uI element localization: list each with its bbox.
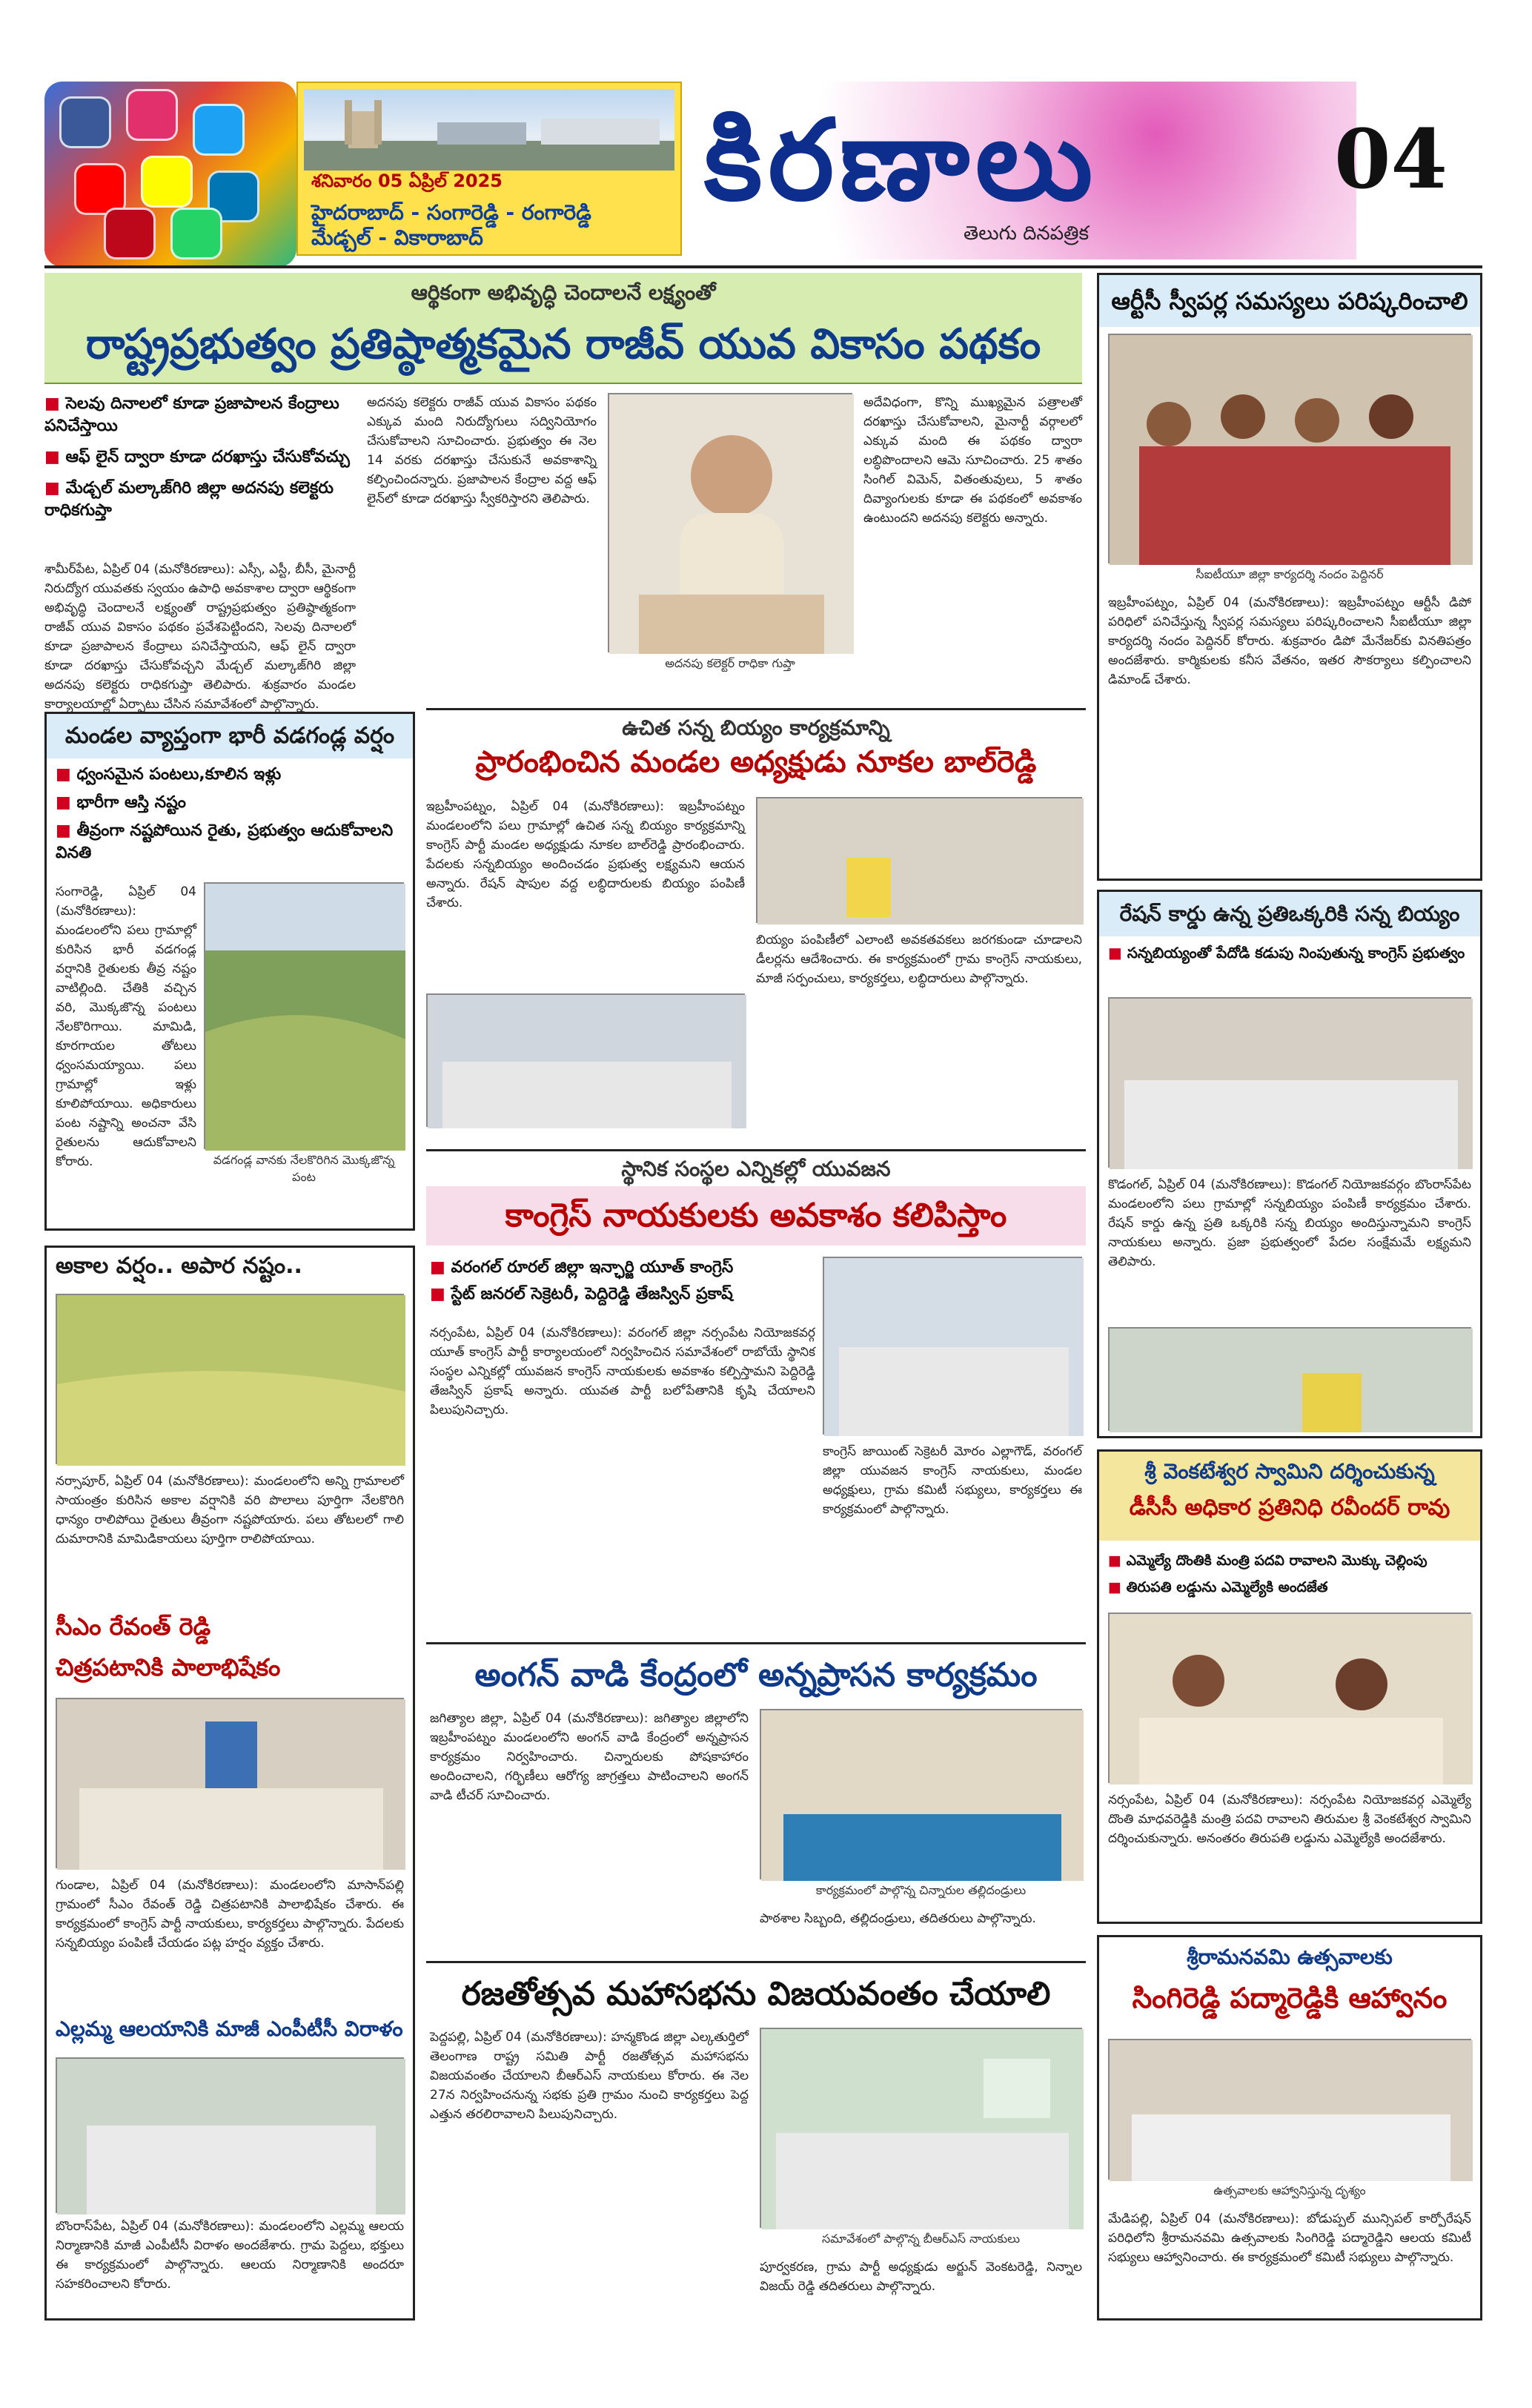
divider bbox=[426, 1149, 1086, 1151]
page-number: 04 bbox=[1334, 111, 1448, 207]
newspaper-subtitle: తెలుగు దినపత్రిక bbox=[964, 222, 1090, 245]
lead-bullet: ■ మేడ్చల్ మల్కాజ్‌గిరి జిల్లా అదనపు కలెక్టరు రాధికగుప్తా bbox=[44, 477, 356, 522]
lead-bullet: ■ సెలవు దినాలలో కూడా ప్రజాపాలన కేంద్రాలు పనిచేస్తాయి bbox=[44, 393, 356, 437]
youth-body-right: కాంగ్రెస్ జాయింట్ సెక్రెటరీ మోరం ఎల్లాగౌడ్, వరంగల్ జిల్లా యువజన కాంగ్రెస్ నాయకులు, మండల అధ్యక్షులు, గ్రామ కమిటీ సభ్యులు, కార్యకర్తలు ఈ కార్యక్రమంలో పాల్గొన్నారు. bbox=[823, 1444, 1082, 1517]
silver-tail: పూర్వకరణ, గ్రామ పార్టీ అధ్యక్షుడు అర్జున్ వెంకటరెడ్డి, నిన్నాల విజయ్ రెడ్డి తదితరులు పాల్గొన్నారు. bbox=[760, 2260, 1082, 2294]
rice-body-left: ఇబ్రహీంపట్నం, ఏప్రిల్ 04 (మనోకిరణాలు): ఇబ్రహీంపట్నం మండలంలోని పలు గ్రామాల్లో ఉచిత సన్న బియ్యం కార్యక్రమాన్ని కాంగ్రెస్ పార్టీ మండల అధ్యక్షుడు నూకల బాల్‌రెడ్డి ప్రారంభించారు. పేదలకు సన్నబియ్యం అందించడం ప్రభుత్వ లక్ష్యమని ఆయన అన్నారు. రేషన్ షాపుల వద్ద లబ్ధిదారులకు బియ్యం పంపిణీ చేశారు. bbox=[426, 799, 745, 910]
silver-photo-caption: సమావేశంలో పాల్గొన్న బీఆర్ఎస్ నాయకులు bbox=[821, 2232, 1021, 2246]
edition-cities bbox=[304, 200, 674, 252]
youth-photo bbox=[823, 1257, 1082, 1435]
yellamma-body: బొంరాస్‌పేట, ఏప్రిల్ 04 (మనోకిరణాలు): మండలంలోని ఎల్లమ్మ ఆలయ నిర్మాణానికి మాజీ ఎంపీటీసీ విరాళం అందజేశారు. గ్రామ పెద్దలు, భక్తులు ఈ కార్యక్రమంలో పాల్గొన్నారు. ఆలయ నిర్మాణానికి అందరూ సహకరించాలని కోరారు. bbox=[56, 2219, 404, 2292]
rice-photo-1 bbox=[756, 797, 1082, 923]
rain-bullet: ■ తీవ్రంగా నష్టపోయిన రైతు, ప్రభుత్వం ఆదుకోవాలని వినతి bbox=[56, 820, 404, 864]
cm-headline-2: చిత్రపటానికి పాలాభిషేకం bbox=[56, 1653, 281, 1681]
lead-photo-caption: అదనపు కలెక్టర్ రాధికా గుప్తా bbox=[665, 656, 795, 670]
sriramanavami-headline-1: శ్రీరామనవమి ఉత్సవాలకు bbox=[1187, 1945, 1393, 1969]
sriramanavami-headline-box bbox=[1099, 1937, 1480, 2034]
cities-line-1: హైదరాబాద్ - సంగారెడ్డి - రంగారెడ్డి bbox=[311, 200, 591, 225]
pinterest-icon bbox=[104, 208, 156, 259]
rtc-headline: ఆర్టీసీ స్వీపర్ల సమస్యలు పరిష్కరించాలి bbox=[1099, 275, 1480, 327]
rain-photo bbox=[204, 882, 404, 1149]
youth-kicker: స్థానిక సంస్థల ఎన్నికల్లో యువజన bbox=[621, 1157, 891, 1181]
rain-bullet: ■ భారీగా ఆస్తి నష్టం bbox=[56, 792, 404, 814]
rain-bullets bbox=[56, 764, 404, 875]
rice-headline: ప్రారంభించిన మండల అధ్యక్షుడు నూకల బాల్‌రెడ్డి bbox=[475, 745, 1037, 779]
divider bbox=[426, 1642, 1086, 1644]
anganwadi-headline: అంగన్ వాడి కేంద్రంలో అన్నప్రాసన కార్యక్రమం bbox=[474, 1656, 1038, 1694]
ration-photo-1 bbox=[1108, 997, 1471, 1168]
venkateswara-bullets bbox=[1108, 1549, 1471, 1609]
rice-photo-2 bbox=[426, 993, 745, 1127]
silver-body: పెద్దపల్లి, ఏప్రిల్ 04 (మనోకిరణాలు): హన్మకొండ జిల్లా ఎల్కతుర్తిలో తెలంగాణ రాష్ట్ర సమితి పార్టీ రజతోత్సవ మహాసభను విజయవంతం చేయాలని బీఆర్ఎస్ నాయకులు కోరారు. ఈ నెల 27న నిర్వహించనున్న సభకు ప్రతి గ్రామం నుంచి కార్యకర్తలు పెద్ద ఎత్తున తరలిరావాలని పిలుపునిచ్చారు. bbox=[430, 2030, 749, 2122]
rice-kicker: ఉచిత సన్న బియ్యం కార్యక్రమాన్ని bbox=[622, 715, 890, 740]
silver-headline: రజతోత్సవ మహాసభను విజయవంతం చేయాలి bbox=[461, 1975, 1051, 2013]
yellamma-headline: ఎల్లమ్మ ఆలయానికి మాజీ ఎంపీటీసీ విరాళం bbox=[56, 2017, 403, 2041]
unseasonal-photo bbox=[56, 1294, 404, 1464]
facebook-icon bbox=[59, 96, 111, 148]
unseasonal-headline: అకాల వర్షం.. అపార నష్టం.. bbox=[56, 1253, 302, 1279]
venkateswara-body: నర్సంపేట, ఏప్రిల్ 04 (మనోకిరణాలు): నర్సంపేట నియోజకవర్గ ఎమ్మెల్యే దొంతి మాధవరెడ్డికి మంత్రి పదవి రావాలని తిరుమల శ్రీ వెంకటేశ్వర స్వామిని దర్శించుకున్నారు. అనంతరం తిరుపతి లడ్డును ఎమ్మెల్యేకి అందజేశారు. bbox=[1108, 1793, 1471, 1846]
cm-body: గుండాల, ఏప్రిల్ 04 (మనోకిరణాలు): మండలంలోని మాసాన్‌పల్లి గ్రామంలో సీఎం రేవంత్ రెడ్డి చిత్రపటానికి పాలాభిషేకం చేశారు. ఈ కార్యక్రమంలో కాంగ్రెస్ పార్టీ నాయకులు, కార్యకర్తలు పాల్గొన్నారు. పేదలకు సన్నబియ్యం పంపిణీ చేయడం పట్ల హర్షం వ్యక్తం చేశారు. bbox=[56, 1878, 404, 1951]
ration-bullets bbox=[1108, 942, 1471, 993]
lead-body-right: అదేవిధంగా, కొన్ని ముఖ్యమైన పత్రాలతో దరఖాస్తు చేసుకోవాలని, మైనార్టీ వర్గాలలో ఎక్కువ మంది ఈ పథకం ద్వారా లబ్ధిపొందాలని ఆమె సూచించారు. 25 శాతం సింగిల్ విమెన్, వితంతువులు, 5 శాతం దివ్యాంగులకు కూడా ఈ పథకంలో అవకాశం ఉంటుందని అదనపు కలెక్టరు అన్నారు. bbox=[863, 395, 1082, 526]
sriramanavami-headline-2: సింగిరెడ్డి పద్మారెడ్డికి ఆహ్వానం bbox=[1132, 1982, 1448, 2014]
lead-bullets bbox=[44, 393, 356, 556]
anganwadi-tail: పాఠశాల సిబ్బంది, తల్లిదండ్రులు, తదితరులు పాల్గొన్నారు. bbox=[760, 1911, 1036, 1926]
youth-body-left: నర్సంపేట, ఏప్రిల్ 04 (మనోకిరణాలు): వరంగల్ జిల్లా నర్సంపేట నియోజకవర్గ యూత్ కాంగ్రెస్ పార్టీ కార్యాలయంలో నిర్వహించిన సమావేశంలో రాబోయే స్థానిక సంస్థల ఎన్నికల్లో యువజన కాంగ్రెస్ నాయకులకు అవకాశం కల్పిస్తామని పెద్దిరెడ్డి తేజస్విన్ ప్రకాష్ అన్నారు. యువత పార్టీ బలోపేతానికి కృషి చేయాలని పిలుపునిచ్చారు. bbox=[430, 1326, 815, 1418]
ration-headline: రేషన్ కార్డు ఉన్న ప్రతిఒక్కరికి సన్న బియ్యం bbox=[1099, 892, 1480, 936]
rain-body: సంగారెడ్డి, ఏప్రిల్ 04 (మనోకిరణాలు): మండలంలోని పలు గ్రామాల్లో కురిసిన భారీ వడగండ్ల వర్షానికి రైతులకు తీవ్ర నష్టం వాటిల్లింది. చేతికి వచ్చిన వరి, మొక్కజొన్న పంటలు నేలకొరిగాయి. మామిడి, కూరగాయల తోటలు ధ్వంసమయ్యాయి. పలు గ్రామాల్లో ఇళ్లు కూలిపోయాయి. అధికారులు పంట నష్టాన్ని అంచనా వేసి రైతులను ఆదుకోవాలని కోరారు. bbox=[56, 884, 196, 1169]
lead-body-left: శామీర్‌పేట, ఏప్రిల్ 04 (మనోకిరణాలు): ఎస్సీ, ఎస్టీ, బీసీ, మైనార్టీ నిరుద్యోగ యువతకు స్వయం ఉపాధి అవకాశాల ద్వారా ఆర్థికంగా అభివృద్ధి చెందాలనే లక్ష్యంతో రాష్ట్రప్రభుత్వం ప్రతిష్ఠాత్మకంగా రాజీవ్ యువ వికాసం పథకం ప్రవేశపెట్టిందని, సెలవు దినాలలో కూడా ప్రజాపాలన కేంద్రాలు పనిచేస్తాయని, ఆఫ్ లైన్ ద్వారా కూడా దరఖాస్తు చేసుకోవచ్చని మేడ్చల్ మల్కాజ్‌గిరి జిల్లా అదనపు కలెక్టరు రాధికగుప్తా తెలిపారు. శుక్రవారం మండల కార్యాలయాల్లో ఏర్పాటు చేసిన సమావేశంలో పాల్గొన్నారు. bbox=[44, 562, 356, 712]
venkateswara-photo bbox=[1108, 1612, 1471, 1783]
rtc-photo-caption: సీఐటీయూ జిల్లా కార్యదర్శి నందం పెద్దినర్ bbox=[1196, 567, 1384, 581]
venkateswara-bullet: ■ తిరుపతి లడ్డును ఎమ్మెల్యేకి అందజేత bbox=[1108, 1576, 1471, 1598]
divider bbox=[426, 1961, 1086, 1963]
sriramanavami-body: మేడిపల్లి, ఏప్రిల్ 04 (మనోకిరణాలు): బోడుప్పల్ మున్సిపల్ కార్పోరేషన్ పరిధిలోని శ్రీరామనవమి ఉత్సవాలకు సింగిరెడ్డి పద్మారెడ్డిని ఆలయ కమిటీ సభ్యులు ఆహ్వానించారు. ఈ కార్యక్రమంలో కమిటీ సభ్యులు పాల్గొన్నారు. bbox=[1108, 2212, 1471, 2265]
sriramanavami-photo bbox=[1108, 2039, 1471, 2180]
anganwadi-photo bbox=[760, 1709, 1082, 1879]
venkateswara-headline-1: శ్రీ వెంకటేశ్వర స్వామిని దర్శించుకున్న bbox=[1144, 1459, 1435, 1484]
masthead-rule bbox=[44, 265, 1482, 268]
sriramanavami-photo-caption: ఉత్సవాలకు ఆహ్వానిస్తున్న దృశ్యం bbox=[1213, 2183, 1366, 2197]
venkateswara-bullet: ■ ఎమ్మెల్యే దొంతికి మంత్రి పదవి రావాలని మొక్కు చెల్లింపు bbox=[1108, 1549, 1471, 1572]
rain-headline: మండల వ్యాప్తంగా భారీ వడగండ్ల వర్షం bbox=[47, 714, 413, 758]
unseasonal-body: నర్సాపూర్, ఏప్రిల్ 04 (మనోకిరణాలు): మండలంలోని అన్ని గ్రామాలలో సాయంత్రం కురిసిన అకాల వర్షానికి వరి పొలాలు పూర్తిగా నేలకొరిగి ధాన్యం రాలిపోయి రైతులు తీవ్రంగా నష్టపోయారు. పలు తోటలలో గాలి దుమారానికి మామిడికాయలు పూర్తిగా రాలిపోయాయి. bbox=[56, 1474, 404, 1547]
city-skyline-photo bbox=[304, 89, 674, 171]
cm-headline-1: సీఎం రేవంత్ రెడ్డి bbox=[56, 1612, 211, 1641]
cm-photo bbox=[56, 1698, 404, 1868]
venkateswara-headline-2: డీసీసీ అధికార ప్రతినిధి రవీందర్ రావు bbox=[1129, 1495, 1450, 1521]
rtc-photo bbox=[1108, 334, 1471, 563]
rtc-body: ఇబ్రహీంపట్నం, ఏప్రిల్ 04 (మనోకిరణాలు): ఇబ్రహీంపట్నం ఆర్టీసీ డిపో పరిధిలో పనిచేస్తున్న స్వీపర్ల సమస్యలు పరిష్కరించాలని సీఐటీయూ జిల్లా కార్యదర్శి నందం పెద్దినర్ కోరారు. శుక్రవారం డిపో మేనేజర్‌కు వినతిపత్రం అందజేశారు. కార్మికులకు కనీస వేతనం, ఇతర సౌకర్యాలు కల్పించాలని డిమాండ్ చేశారు. bbox=[1108, 595, 1471, 687]
twitter-icon bbox=[193, 104, 245, 156]
social-media-logo-collage bbox=[44, 82, 296, 267]
ration-body: కొడంగల్, ఏప్రిల్ 04 (మనోకిరణాలు): కొడంగల్ నియోజకవర్గం బొంరాస్‌పేట మండలంలోని పలు గ్రామాల్లో సన్నబియ్యం పంపిణీ కార్యక్రమం చేశారు. రేషన్ కార్డు ఉన్న ప్రతి ఒక్కరికి సన్న బియ్యం అందిస్తున్నామని కాంగ్రెస్ నాయకులు అన్నారు. ప్రజా ప్రభుత్వంలో పేదల సంక్షేమమే లక్ష్యమని తెలిపారు. bbox=[1108, 1177, 1471, 1269]
ration-photo-2 bbox=[1108, 1327, 1471, 1431]
ration-bullet: ■ సన్నబియ్యంతో పేదోడి కడుపు నింపుతున్న కాంగ్రెస్ ప్రభుత్వం bbox=[1108, 942, 1471, 964]
newspaper-title: కిరణాలు bbox=[704, 96, 1099, 225]
yellamma-photo bbox=[56, 2057, 404, 2213]
lead-photo bbox=[608, 393, 852, 652]
rain-photo-caption: వడగండ్ల వానకు నేలకొరిగిన మొక్కజొన్న పంట bbox=[213, 1153, 395, 1184]
snapchat-icon bbox=[141, 156, 193, 208]
anganwadi-body: జగిత్యాల జిల్లా, ఏప్రిల్ 04 (మనోకిరణాలు): జగిత్యాల జిల్లాలోని ఇబ్రహీంపట్నం మండలంలోని అంగన్ వాడి కేంద్రంలో అన్నప్రాసన కార్యక్రమం నిర్వహించారు. చిన్నారులకు పోషకాహారం అందించాలని, గర్భిణీలు ఆరోగ్య జాగ్రత్తలు పాటించాలని అంగన్ వాడి టీచర్ సూచించారు. bbox=[430, 1711, 749, 1803]
lead-kicker: ఆర్థికంగా అభివృద్ధి చెందాలనే లక్ష్యంతో bbox=[411, 280, 716, 305]
youth-bullets bbox=[430, 1257, 815, 1316]
youth-bullet: ■ వరంగల్ రూరల్ జిల్లా ఇన్ఛార్జి యూత్ కాంగ్రెస్ bbox=[430, 1257, 815, 1279]
rain-bullet: ■ ధ్వంసమైన పంటలు,కూలిన ఇళ్లు bbox=[56, 764, 404, 786]
cities-line-2: మేడ్చల్ - వికారాబాద్ bbox=[311, 225, 483, 250]
lead-headline-box bbox=[44, 273, 1082, 384]
youth-headline: కాంగ్రెస్ నాయకులకు అవకాశం కలిపిస్తాం bbox=[426, 1186, 1086, 1246]
youth-bullet: ■ స్టేట్ జనరల్ సెక్రెటరీ, పెద్దిరెడ్డి తేజస్విన్ ప్రకాష్ bbox=[430, 1283, 815, 1306]
anganwadi-photo-caption: కార్యక్రమంలో పాల్గొన్న చిన్నారుల తల్లిదండ్రులు bbox=[815, 1883, 1027, 1897]
whatsapp-icon bbox=[170, 208, 222, 259]
divider bbox=[426, 708, 1086, 710]
silver-photo bbox=[760, 2028, 1082, 2228]
lead-body-mid: అదనపు కలెక్టరు రాజీవ్ యువ వికాసం పథకం ఎక్కువ మంది నిరుద్యోగులు సద్వినియోగం చేసుకోవాలని సూచించారు. ప్రభుత్వం ఈ నెల 14 వరకు దరఖాస్తు చేసుకునే అవకాశాన్ని కల్పించిందన్నారు. ప్రజాపాలన కేంద్రాల వద్ద ఆఫ్ లైన్‌లో కూడా దరఖాస్తు స్వీకరిస్తారని తెలిపారు. bbox=[367, 395, 597, 506]
lead-headline: రాష్ట్రప్రభుత్వం ప్రతిష్ఠాత్మకమైన రాజీవ్ యువ వికాసం పథకం bbox=[85, 320, 1041, 368]
edition-date: శనివారం 05 ఏప్రిల్ 2025 bbox=[311, 171, 503, 191]
instagram-icon bbox=[126, 89, 178, 141]
rice-body-right: బియ్యం పంపిణీలో ఎలాంటి అవకతవకలు జరగకుండా చూడాలని డీలర్లను ఆదేశించారు. ఈ కార్యక్రమంలో గ్రామ కాంగ్రెస్ నాయకులు, మాజీ సర్పంచులు, కార్యకర్తలు, లబ్ధిదారులు పాల్గొన్నారు. bbox=[756, 933, 1082, 986]
lead-bullet: ■ ఆఫ్ లైన్ ద్వారా కూడా దరఖాస్తు చేసుకోవచ్చు bbox=[44, 446, 356, 469]
venkateswara-headline-box bbox=[1099, 1452, 1480, 1541]
